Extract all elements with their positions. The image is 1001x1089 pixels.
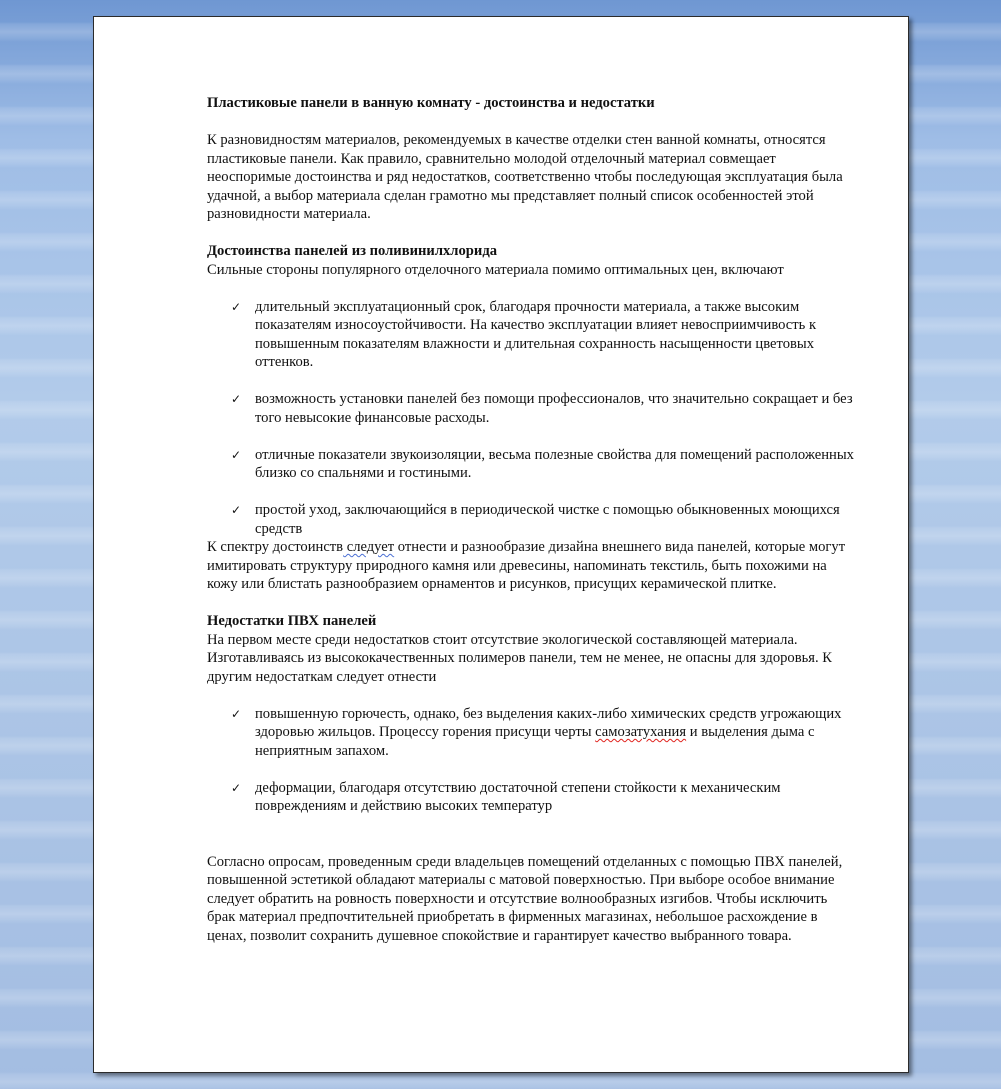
advantages-list xyxy=(207,298,857,539)
list-item xyxy=(207,779,857,816)
list-item-text: деформации, благодаря отсутствию достаточной степени стойкости к механическим повреждениям и действию высоких температур xyxy=(255,779,781,814)
list-item-text: простой уход, заключающийся в периодической чистке с помощью обыкновенных моющихся средств xyxy=(255,502,840,537)
list-item xyxy=(207,446,857,483)
list-item-text: длительный эксплуатационный срок, благодаря прочности материала, а также высоким показателям износоустойчивости. На качество эксплуатации влияет невосприимчивость к повышенным показателям влажности и длительная сохранность насыщенности цветовых оттенков. xyxy=(255,298,817,370)
advantages-after-paragraph xyxy=(207,538,857,594)
conclusion-paragraph: Согласно опросам, проведенным среди владельцев помещений отделанных с помощью ПВХ панелей, повышенной эстетикой обладают материалы с матовой поверхностью. При выборе особое внимание следует обратить на ровность поверхности и отсутствие волнообразных изгибов. Чтобы исключить брак материал предпочтительней приобретать в фирменных магазинах, небольшое расхождение в ценах, позволит сохранить душевное спокойствие и гарантирует качество выбранного товара. xyxy=(207,853,843,944)
list-item-text-part: повышенную горючесть, однако, без выделения каких-либо химических средств угрожающих здоровью жильцов. Процессу горения присущи черты xyxy=(255,705,842,740)
checkmark-icon: ✓ xyxy=(231,392,242,406)
checkmark-icon: ✓ xyxy=(231,447,242,462)
list-item-text xyxy=(255,706,841,759)
disadvantages-list xyxy=(207,705,857,816)
checkmark-icon: ✓ xyxy=(231,780,242,795)
advantages-lead: Сильные стороны популярного отделочного материала помимо оптимальных цен, включают xyxy=(207,261,784,278)
list-item-text: возможность установки панелей без помощи профессионалов, что значительно сокращает и без того невысокие финансовые расходы. xyxy=(255,391,853,426)
advantages-after-text-1: К спектру достоинств xyxy=(207,539,344,555)
document-title: Пластиковые панели в ванную комнату - достоинства и недостатки xyxy=(207,95,655,111)
document-body[interactable] xyxy=(207,94,857,945)
disadvantages-lead: На первом месте среди недостатков стоит отсутствие экологической составляющей материала. Изготавливаясь из высококачественных полимеров панели, тем не менее, не опасны для здоровья. К другим недостаткам следует отнести xyxy=(207,631,833,685)
advantages-list-wrap xyxy=(207,298,857,539)
disadvantages-list-wrap xyxy=(207,705,857,816)
list-item xyxy=(207,501,857,538)
checkmark-icon: ✓ xyxy=(231,299,242,314)
list-item xyxy=(207,298,857,372)
disadvantages-heading: Недостатки ПВХ панелей xyxy=(207,613,377,629)
grammar-flagged-word[interactable]: следует xyxy=(343,539,395,555)
advantages-heading: Достоинства панелей из поливинилхлорида xyxy=(207,243,498,259)
checkmark-icon: ✓ xyxy=(231,503,242,517)
list-item xyxy=(207,390,857,427)
advantages-after-text-3: отнести и разнообразие дизайна внешнего вида панелей, которые могут имитировать структуру природного камня или древесины, напоминать текстиль, быть похожими на кожу или блистать разнообразием орнаментов и рисунков, присущих керамической плитке. xyxy=(207,539,846,592)
spelling-flagged-word[interactable]: самозатухания xyxy=(595,724,687,740)
checkmark-icon: ✓ xyxy=(231,706,242,721)
document-page[interactable] xyxy=(93,16,909,1073)
list-item-text-part: и выделения дыма с неприятным запахом. xyxy=(255,724,815,759)
list-item-text: отличные показатели звукоизоляции, весьма полезные свойства для помещений расположенных близко со спальнями и гостиными. xyxy=(255,446,854,481)
list-item xyxy=(207,705,857,761)
intro-paragraph: К разновидностям материалов, рекомендуемых в качестве отделки стен ванной комнаты, относятся пластиковые панели. Как правило, сравнительно молодой отделочный материал совмещает неоспоримые достоинства и ряд недостатков, соответственно чтобы последующая эксплуатация была удачной, а выбор материала сделан грамотно мы представляет полный список особенностей этой разновидности материала. xyxy=(207,132,843,222)
